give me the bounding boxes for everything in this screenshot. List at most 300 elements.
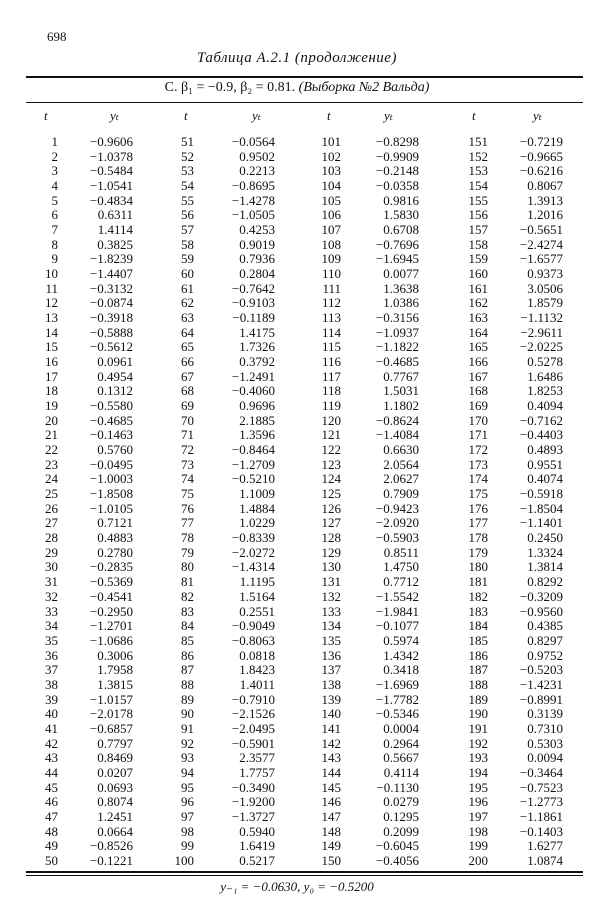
cell-t: 69 bbox=[181, 398, 194, 414]
cell-t: 198 bbox=[468, 823, 488, 839]
cell-t: 126 bbox=[321, 500, 341, 516]
cell-yt: −0.1130 bbox=[376, 779, 419, 795]
cell-yt: 0.2780 bbox=[97, 544, 133, 560]
table-row bbox=[0, 179, 594, 194]
cell-t: 27 bbox=[45, 515, 58, 531]
cell-yt: −1.0105 bbox=[89, 500, 133, 516]
cell-t: 11 bbox=[45, 280, 58, 296]
cell-yt: 1.7757 bbox=[239, 764, 275, 780]
cell-t: 114 bbox=[321, 324, 341, 340]
cell-yt: 0.9019 bbox=[239, 236, 275, 252]
cell-t: 112 bbox=[321, 295, 341, 311]
cell-yt: −2.0178 bbox=[89, 706, 133, 722]
cell-yt: 0.4253 bbox=[239, 222, 275, 238]
cell-yt: −0.5369 bbox=[89, 574, 133, 590]
cell-yt: −0.3209 bbox=[519, 588, 563, 604]
table-row bbox=[0, 693, 594, 708]
cell-yt: −1.8508 bbox=[89, 486, 133, 502]
cell-yt: 0.2964 bbox=[383, 735, 419, 751]
cell-yt: −0.0358 bbox=[375, 178, 419, 194]
cell-t: 141 bbox=[321, 720, 341, 736]
cell-yt: 3.0506 bbox=[527, 280, 563, 296]
cell-t: 135 bbox=[321, 632, 341, 648]
cell-t: 8 bbox=[51, 236, 58, 252]
cell-t: 197 bbox=[468, 808, 488, 824]
table-row bbox=[0, 296, 594, 311]
cell-t: 43 bbox=[45, 750, 58, 766]
cell-t: 66 bbox=[181, 354, 194, 370]
cell-yt: −0.6045 bbox=[375, 838, 419, 854]
cell-yt: 2.1885 bbox=[239, 412, 275, 428]
cell-yt: −0.5918 bbox=[519, 486, 563, 502]
table-row bbox=[0, 531, 594, 546]
cell-t: 34 bbox=[45, 618, 58, 634]
cell-t: 137 bbox=[321, 662, 341, 678]
cell-t: 162 bbox=[468, 295, 488, 311]
cell-yt: −1.2701 bbox=[89, 618, 133, 634]
table-row bbox=[0, 194, 594, 209]
cell-t: 196 bbox=[468, 794, 488, 810]
cell-t: 150 bbox=[321, 852, 341, 868]
cell-yt: 0.3006 bbox=[97, 647, 133, 663]
cell-yt: 0.3418 bbox=[383, 662, 419, 678]
cell-t: 186 bbox=[468, 647, 488, 663]
cell-t: 107 bbox=[321, 222, 341, 238]
cell-yt: −2.0920 bbox=[375, 515, 419, 531]
cell-t: 32 bbox=[45, 588, 58, 604]
cell-yt: −1.8239 bbox=[89, 251, 133, 267]
cell-t: 38 bbox=[45, 676, 58, 692]
cell-yt: 0.4114 bbox=[383, 764, 419, 780]
cell-t: 59 bbox=[181, 251, 194, 267]
cell-t: 82 bbox=[181, 588, 194, 604]
table-row bbox=[0, 487, 594, 502]
cell-yt: 0.2551 bbox=[239, 603, 275, 619]
cell-t: 18 bbox=[45, 383, 58, 399]
cell-t: 77 bbox=[181, 515, 194, 531]
table-row bbox=[0, 340, 594, 355]
cell-yt: −0.9049 bbox=[231, 618, 275, 634]
cell-t: 89 bbox=[181, 691, 194, 707]
cell-yt: −0.1189 bbox=[232, 310, 275, 326]
cell-t: 164 bbox=[468, 324, 488, 340]
cell-yt: 0.5760 bbox=[97, 442, 133, 458]
cell-yt: −0.3490 bbox=[231, 779, 275, 795]
cell-t: 168 bbox=[468, 383, 488, 399]
cell-t: 44 bbox=[45, 764, 58, 780]
cell-yt: −0.4834 bbox=[89, 192, 133, 208]
cell-t: 153 bbox=[468, 163, 488, 179]
cell-yt: 0.4883 bbox=[97, 530, 133, 546]
cell-yt: 0.0207 bbox=[97, 764, 133, 780]
cell-yt: −0.6857 bbox=[89, 720, 133, 736]
cell-yt: 0.8469 bbox=[97, 750, 133, 766]
cell-yt: 1.3638 bbox=[383, 280, 419, 296]
cell-yt: −0.2148 bbox=[375, 163, 419, 179]
cell-t: 19 bbox=[45, 398, 58, 414]
cell-yt: −0.2950 bbox=[89, 603, 133, 619]
cell-t: 51 bbox=[181, 134, 194, 149]
cell-yt: 1.8423 bbox=[239, 662, 275, 678]
cell-t: 170 bbox=[468, 412, 488, 428]
cell-yt: 0.0094 bbox=[527, 750, 563, 766]
cell-t: 185 bbox=[468, 632, 488, 648]
table-row bbox=[0, 458, 594, 473]
cell-t: 139 bbox=[321, 691, 341, 707]
cell-yt: −0.0564 bbox=[231, 134, 275, 149]
cell-yt: −0.5346 bbox=[375, 706, 419, 722]
cell-yt: −0.4685 bbox=[89, 412, 133, 428]
cell-t: 182 bbox=[468, 588, 488, 604]
table-row bbox=[0, 854, 594, 869]
cell-t: 74 bbox=[181, 471, 194, 487]
cell-t: 12 bbox=[45, 295, 58, 311]
cell-t: 181 bbox=[468, 574, 488, 590]
cell-t: 136 bbox=[321, 647, 341, 663]
cell-yt: −1.2709 bbox=[231, 456, 275, 472]
cell-t: 64 bbox=[181, 324, 194, 340]
cell-yt: −0.0874 bbox=[89, 295, 133, 311]
cell-yt: −2.9611 bbox=[520, 324, 563, 340]
cell-yt: 1.4750 bbox=[383, 559, 419, 575]
table-row bbox=[0, 590, 594, 605]
caption-source: (Выборка №2 Вальда) bbox=[298, 80, 430, 95]
cell-yt: −1.6577 bbox=[519, 251, 563, 267]
cell-yt: 0.7310 bbox=[527, 720, 563, 736]
cell-yt: 1.5830 bbox=[383, 207, 419, 223]
cell-t: 102 bbox=[321, 148, 341, 164]
cell-yt: −1.2773 bbox=[519, 794, 563, 810]
cell-yt: 2.0627 bbox=[383, 471, 419, 487]
table-row bbox=[0, 472, 594, 487]
cell-yt: −2.0495 bbox=[231, 720, 275, 736]
table-row bbox=[0, 707, 594, 722]
table-row bbox=[0, 795, 594, 810]
cell-t: 159 bbox=[468, 251, 488, 267]
cell-yt: 0.6630 bbox=[383, 442, 419, 458]
cell-t: 94 bbox=[181, 764, 194, 780]
cell-t: 90 bbox=[181, 706, 194, 722]
cell-yt: 0.0961 bbox=[97, 354, 133, 370]
cell-t: 178 bbox=[468, 530, 488, 546]
cell-yt: 0.4954 bbox=[97, 368, 133, 384]
table-row bbox=[0, 737, 594, 752]
cell-t: 67 bbox=[181, 368, 194, 384]
cell-yt: −0.3464 bbox=[519, 764, 563, 780]
cell-yt: −1.0937 bbox=[375, 324, 419, 340]
cell-yt: 0.5278 bbox=[527, 354, 563, 370]
cell-yt: 1.3815 bbox=[97, 676, 133, 692]
cell-t: 189 bbox=[468, 691, 488, 707]
cell-yt: 1.3814 bbox=[527, 559, 563, 575]
cell-yt: −1.3727 bbox=[231, 808, 275, 824]
cell-t: 6 bbox=[51, 207, 58, 223]
cell-yt: −0.7642 bbox=[231, 280, 275, 296]
cell-t: 146 bbox=[321, 794, 341, 810]
cell-t: 4 bbox=[51, 178, 58, 194]
cell-yt: −0.5901 bbox=[231, 735, 275, 751]
cell-t: 176 bbox=[468, 500, 488, 516]
cell-t: 58 bbox=[181, 236, 194, 252]
cell-yt: 0.4385 bbox=[527, 618, 563, 634]
cell-t: 161 bbox=[468, 280, 488, 296]
cell-yt: −0.5210 bbox=[231, 471, 275, 487]
cell-t: 85 bbox=[181, 632, 194, 648]
cell-t: 2 bbox=[51, 148, 58, 164]
cell-t: 76 bbox=[181, 500, 194, 516]
cell-yt: 1.6419 bbox=[239, 838, 275, 854]
cell-t: 36 bbox=[45, 647, 58, 663]
cell-yt: −0.8339 bbox=[231, 530, 275, 546]
cell-yt: 0.9816 bbox=[383, 192, 419, 208]
cell-t: 158 bbox=[468, 236, 488, 252]
cell-t: 121 bbox=[321, 427, 341, 443]
cell-yt: −0.7696 bbox=[375, 236, 419, 252]
cell-yt: 0.7797 bbox=[97, 735, 133, 751]
caption-parameters: C. β₁ = −0.9, β₂ = 0.81. bbox=[164, 80, 296, 95]
data-table bbox=[0, 135, 594, 869]
cell-yt: −0.8298 bbox=[375, 134, 419, 149]
cell-yt: 0.2099 bbox=[383, 823, 419, 839]
cell-yt: −0.8624 bbox=[375, 412, 419, 428]
cell-t: 120 bbox=[321, 412, 341, 428]
table-row bbox=[0, 502, 594, 517]
cell-t: 54 bbox=[181, 178, 194, 194]
cell-t: 62 bbox=[181, 295, 194, 311]
cell-t: 105 bbox=[321, 192, 341, 208]
cell-t: 183 bbox=[468, 603, 488, 619]
cell-yt: −0.3132 bbox=[89, 280, 133, 296]
cell-yt: 0.2213 bbox=[239, 163, 275, 179]
table-row bbox=[0, 150, 594, 165]
cell-t: 49 bbox=[45, 838, 58, 854]
cell-t: 3 bbox=[51, 163, 58, 179]
column-header-yt: yₜ bbox=[252, 108, 261, 123]
cell-t: 123 bbox=[321, 456, 341, 472]
cell-yt: 0.2804 bbox=[239, 266, 275, 282]
cell-yt: 1.4011 bbox=[239, 676, 275, 692]
cell-t: 35 bbox=[45, 632, 58, 648]
cell-yt: 1.7326 bbox=[239, 339, 275, 355]
cell-yt: 0.7121 bbox=[97, 515, 133, 531]
cell-t: 91 bbox=[181, 720, 194, 736]
cell-t: 174 bbox=[468, 471, 488, 487]
cell-yt: −0.5888 bbox=[89, 324, 133, 340]
table-row bbox=[0, 516, 594, 531]
cell-yt: 0.7767 bbox=[383, 368, 419, 384]
cell-yt: 0.9502 bbox=[239, 148, 275, 164]
cell-t: 173 bbox=[468, 456, 488, 472]
cell-yt: 0.4893 bbox=[527, 442, 563, 458]
cell-yt: −0.5484 bbox=[89, 163, 133, 179]
cell-yt: −1.0505 bbox=[231, 207, 275, 223]
cell-t: 192 bbox=[468, 735, 488, 751]
column-header-t: t bbox=[472, 108, 476, 123]
cell-yt: −1.6969 bbox=[375, 676, 419, 692]
table-row bbox=[0, 223, 594, 238]
table-row bbox=[0, 575, 594, 590]
cell-t: 40 bbox=[45, 706, 58, 722]
cell-yt: −0.9909 bbox=[375, 148, 419, 164]
cell-yt: −1.4084 bbox=[375, 427, 419, 443]
cell-t: 87 bbox=[181, 662, 194, 678]
cell-yt: 1.1009 bbox=[239, 486, 275, 502]
cell-yt: −0.8991 bbox=[519, 691, 563, 707]
cell-yt: −2.4274 bbox=[519, 236, 563, 252]
cell-t: 99 bbox=[181, 838, 194, 854]
cell-t: 79 bbox=[181, 544, 194, 560]
header-rule bbox=[26, 102, 583, 103]
cell-yt: −1.7782 bbox=[375, 691, 419, 707]
cell-yt: 0.0664 bbox=[97, 823, 133, 839]
cell-yt: 0.9551 bbox=[527, 456, 563, 472]
cell-yt: 0.7712 bbox=[383, 574, 419, 590]
table-row bbox=[0, 355, 594, 370]
column-header-yt: yₜ bbox=[384, 108, 393, 123]
cell-yt: 0.9752 bbox=[527, 647, 563, 663]
cell-t: 109 bbox=[321, 251, 341, 267]
cell-yt: −0.9423 bbox=[375, 500, 419, 516]
cell-t: 37 bbox=[45, 662, 58, 678]
table-row bbox=[0, 560, 594, 575]
cell-yt: −1.6945 bbox=[375, 251, 419, 267]
cell-yt: 1.3913 bbox=[527, 192, 563, 208]
cell-yt: −1.0378 bbox=[89, 148, 133, 164]
cell-yt: −2.1526 bbox=[231, 706, 275, 722]
table-row bbox=[0, 839, 594, 854]
cell-t: 163 bbox=[468, 310, 488, 326]
cell-yt: −0.7162 bbox=[519, 412, 563, 428]
cell-yt: −0.7219 bbox=[519, 134, 563, 149]
cell-yt: −1.0541 bbox=[89, 178, 133, 194]
cell-yt: 1.0874 bbox=[527, 852, 563, 868]
cell-yt: −0.8464 bbox=[231, 442, 275, 458]
table-row bbox=[0, 619, 594, 634]
table-row bbox=[0, 135, 594, 150]
cell-t: 20 bbox=[45, 412, 58, 428]
table-row bbox=[0, 238, 594, 253]
table-caption bbox=[0, 80, 594, 96]
cell-t: 31 bbox=[45, 574, 58, 590]
cell-t: 184 bbox=[468, 618, 488, 634]
cell-t: 154 bbox=[468, 178, 488, 194]
cell-t: 48 bbox=[45, 823, 58, 839]
cell-t: 188 bbox=[468, 676, 488, 692]
cell-yt: 0.0818 bbox=[239, 647, 275, 663]
cell-yt: −0.8526 bbox=[89, 838, 133, 854]
cell-t: 171 bbox=[468, 427, 488, 443]
table-row bbox=[0, 414, 594, 429]
cell-yt: 1.3596 bbox=[239, 427, 275, 443]
cell-t: 93 bbox=[181, 750, 194, 766]
cell-t: 42 bbox=[45, 735, 58, 751]
cell-yt: −2.0225 bbox=[519, 339, 563, 355]
cell-yt: −1.4314 bbox=[231, 559, 275, 575]
cell-t: 124 bbox=[321, 471, 341, 487]
cell-yt: 0.5974 bbox=[383, 632, 419, 648]
cell-t: 83 bbox=[181, 603, 194, 619]
cell-t: 144 bbox=[321, 764, 341, 780]
table-row bbox=[0, 546, 594, 561]
column-header-t: t bbox=[44, 108, 48, 123]
cell-yt: 0.9373 bbox=[527, 266, 563, 282]
cell-yt: 0.3792 bbox=[239, 354, 275, 370]
cell-yt: 0.2450 bbox=[527, 530, 563, 546]
cell-t: 68 bbox=[181, 383, 194, 399]
cell-yt: −1.5542 bbox=[375, 588, 419, 604]
cell-t: 147 bbox=[321, 808, 341, 824]
column-header-t: t bbox=[327, 108, 331, 123]
cell-t: 78 bbox=[181, 530, 194, 546]
cell-yt: 0.0004 bbox=[383, 720, 419, 736]
cell-t: 70 bbox=[181, 412, 194, 428]
cell-yt: −1.1132 bbox=[520, 310, 563, 326]
cell-t: 175 bbox=[468, 486, 488, 502]
cell-yt: −0.4541 bbox=[89, 588, 133, 604]
cell-yt: −1.4407 bbox=[89, 266, 133, 282]
cell-yt: 0.5303 bbox=[527, 735, 563, 751]
column-header-yt: yₜ bbox=[533, 108, 542, 123]
cell-yt: −0.2835 bbox=[89, 559, 133, 575]
table-row bbox=[0, 164, 594, 179]
cell-t: 169 bbox=[468, 398, 488, 414]
cell-t: 84 bbox=[181, 618, 194, 634]
cell-yt: −0.3156 bbox=[375, 310, 419, 326]
cell-t: 100 bbox=[174, 852, 194, 868]
cell-t: 157 bbox=[468, 222, 488, 238]
cell-t: 180 bbox=[468, 559, 488, 575]
table-row bbox=[0, 766, 594, 781]
cell-yt: 1.1802 bbox=[383, 398, 419, 414]
cell-t: 111 bbox=[322, 280, 341, 296]
cell-yt: −1.0003 bbox=[89, 471, 133, 487]
cell-t: 13 bbox=[45, 310, 58, 326]
cell-t: 22 bbox=[45, 442, 58, 458]
cell-t: 72 bbox=[181, 442, 194, 458]
cell-t: 116 bbox=[321, 354, 341, 370]
table-row bbox=[0, 326, 594, 341]
table-row bbox=[0, 267, 594, 282]
cell-t: 97 bbox=[181, 808, 194, 824]
cell-t: 15 bbox=[45, 339, 58, 355]
cell-yt: 1.7958 bbox=[97, 662, 133, 678]
cell-t: 5 bbox=[51, 192, 58, 208]
table-row bbox=[0, 810, 594, 825]
cell-t: 113 bbox=[321, 310, 341, 326]
cell-t: 73 bbox=[181, 456, 194, 472]
cell-t: 60 bbox=[181, 266, 194, 282]
cell-yt: 0.5217 bbox=[239, 852, 275, 868]
cell-yt: 0.7936 bbox=[239, 251, 275, 267]
cell-t: 177 bbox=[468, 515, 488, 531]
cell-yt: −0.5903 bbox=[375, 530, 419, 546]
cell-t: 110 bbox=[321, 266, 341, 282]
cell-yt: 1.6486 bbox=[527, 368, 563, 384]
cell-yt: 2.3577 bbox=[239, 750, 275, 766]
initial-values-note: y₋₁ = −0.0630, y₀ = −0.5200 bbox=[220, 879, 374, 894]
cell-yt: 1.6277 bbox=[527, 838, 563, 854]
cell-t: 130 bbox=[321, 559, 341, 575]
cell-t: 104 bbox=[321, 178, 341, 194]
cell-yt: −2.0272 bbox=[231, 544, 275, 560]
cell-t: 194 bbox=[468, 764, 488, 780]
cell-t: 142 bbox=[321, 735, 341, 751]
table-row bbox=[0, 252, 594, 267]
cell-yt: 0.8297 bbox=[527, 632, 563, 648]
cell-t: 26 bbox=[45, 500, 58, 516]
cell-yt: −0.6216 bbox=[519, 163, 563, 179]
cell-t: 132 bbox=[321, 588, 341, 604]
